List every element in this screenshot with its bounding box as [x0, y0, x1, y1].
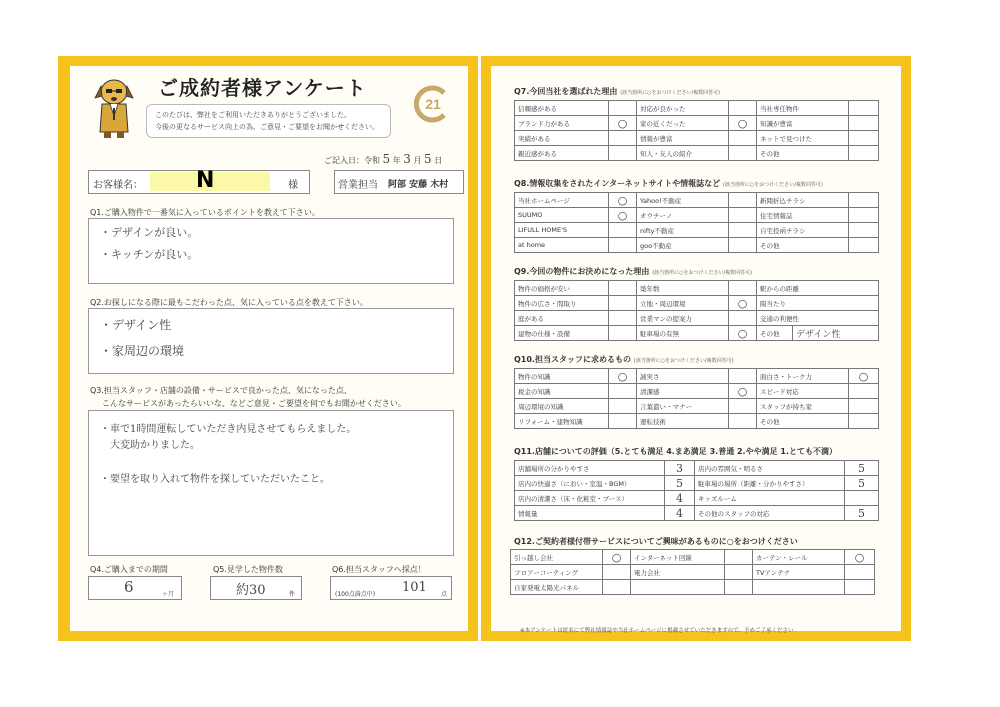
q5-value: 約30	[236, 583, 266, 598]
q10-title-text: Q10.担当スタッフに求めるもの	[514, 355, 631, 364]
q7-mark: ○	[609, 116, 637, 131]
q10-table	[514, 368, 879, 429]
table-row	[515, 116, 879, 131]
q8-cell: その他	[757, 238, 849, 253]
q7-mark	[849, 131, 879, 146]
q7-cell: 対応が良かった	[637, 101, 729, 116]
q12-cell: 電力会社	[631, 565, 725, 580]
q8-mark	[729, 193, 757, 208]
q7-cell: その他	[757, 146, 849, 161]
q7-cell: 親近感がある	[515, 146, 609, 161]
q11-title: Q11.店舗についての評価（5.とても満足 4.まあ満足 3.普通 2.やや満足 1.とても不満）	[514, 447, 837, 456]
q11-cell: 店舗場所の分かりやすさ	[515, 461, 665, 476]
q7-mark	[849, 116, 879, 131]
q9-cell: 立地・周辺環境	[637, 296, 729, 311]
q10-cell: 物件の知識	[515, 369, 609, 384]
table-row	[515, 461, 879, 476]
q10-cell: 誠実さ	[637, 369, 729, 384]
q2-label: Q2.お探しになる際に最もこだわった点、気に入っている点を教えて下さい。	[90, 298, 368, 307]
q7-mark	[849, 146, 879, 161]
q10-title	[514, 354, 734, 365]
table-row	[511, 580, 875, 595]
q8-title-text: Q8.情報収集をされたインターネットサイトや情報誌など	[514, 179, 721, 188]
table-row	[515, 476, 879, 491]
q10-cell: リフォーム・建物知識	[515, 414, 609, 429]
q6-value: 101	[402, 580, 427, 595]
q7-cell: 実績がある	[515, 131, 609, 146]
q10-note: (該当箇所に○をおつけください/複数回答可)	[633, 358, 734, 364]
q9-cell: 駐車場の有無	[637, 326, 729, 341]
table-row	[515, 223, 879, 238]
q8-mark	[609, 238, 637, 253]
table-row	[511, 565, 875, 580]
q11-score: 5	[845, 461, 879, 476]
q9-mark	[609, 281, 637, 296]
staff-label: 営業担当	[338, 180, 378, 191]
q12-mark	[725, 580, 753, 595]
q7-table	[514, 100, 879, 161]
table-row	[515, 414, 879, 429]
q10-mark	[729, 399, 757, 414]
q9-mark	[609, 296, 637, 311]
q9-cell: 物件の価格が安い	[515, 281, 609, 296]
q10-mark: ○	[729, 384, 757, 399]
customer-name: N	[196, 168, 215, 193]
q12-title: Q12.ご契約者様付帯サービスについてご興味があるものに○をおつけください	[514, 537, 798, 546]
q8-mark	[849, 223, 879, 238]
q8-cell: オウチーノ	[637, 208, 729, 223]
q12-mark	[845, 565, 875, 580]
q9-mark	[729, 311, 757, 326]
q6-unit: 点	[441, 591, 448, 598]
q12-mark: ○	[603, 550, 631, 565]
q10-mark	[609, 384, 637, 399]
q9-mark	[609, 326, 637, 341]
month-unit: 月	[413, 156, 422, 165]
table-row	[515, 101, 879, 116]
q12-cell	[753, 580, 845, 595]
q8-mark	[609, 223, 637, 238]
q9-mark: ○	[729, 326, 757, 341]
q11-cell: 店内の快適さ（におい・室温・BGM）	[515, 476, 665, 491]
date-day: 5	[424, 152, 432, 166]
q9-cell: 駅からの距離	[757, 281, 879, 296]
q12-cell: 引っ越し会社	[511, 550, 603, 565]
logo-number: 21	[425, 96, 441, 112]
intro-bubble	[146, 104, 391, 138]
q7-mark	[609, 101, 637, 116]
footer-note: ※本アンケートは匿名にて弊社情報誌や当社ホームページに掲載させていただきますので、予めご了承ください。	[520, 628, 800, 634]
table-row	[515, 491, 879, 506]
intro-line-1: このたびは、弊社をご利用いただきありがとうございました。	[155, 111, 351, 119]
q8-mark: ○	[609, 193, 637, 208]
q12-mark	[725, 550, 753, 565]
q8-mark	[729, 223, 757, 238]
q8-note: (該当箇所に○をおつけください/複数回答可)	[722, 182, 823, 188]
q8-title	[514, 178, 823, 189]
q11-score	[845, 491, 879, 506]
q7-mark	[609, 146, 637, 161]
q8-mark	[849, 238, 879, 253]
year-unit: 年	[392, 156, 401, 165]
date-row	[324, 152, 442, 166]
q11-cell: キッズルーム	[695, 491, 845, 506]
q3-label-line-2: こんなサービスがあったらいいな、などご意見・ご要望を何でもお聞かせください。	[102, 399, 406, 408]
q11-cell: 情報量	[515, 506, 665, 521]
q12-mark: ○	[845, 550, 875, 565]
table-row	[515, 238, 879, 253]
q11-score: 4	[665, 506, 695, 521]
q9-mark	[609, 311, 637, 326]
q8-cell: Yahoo!不動産	[637, 193, 729, 208]
q12-cell: 自家発電太陽光パネル	[511, 580, 603, 595]
q7-cell: 知識が豊富	[757, 116, 849, 131]
q10-mark	[729, 369, 757, 384]
q10-mark	[609, 414, 637, 429]
q3-answer-line-3: ・要望を取り入れて物件を探していただいたこと。	[100, 474, 330, 485]
q1-answer-line-2: ・キッチンが良い。	[100, 248, 199, 261]
table-row	[515, 146, 879, 161]
q9-cell: その他	[757, 326, 793, 341]
q10-mark	[609, 399, 637, 414]
q10-mark	[729, 414, 757, 429]
table-row	[515, 208, 879, 223]
q1-label: Q1.ご購入物件で一番気に入っているポイントを教えて下さい。	[90, 208, 320, 217]
survey-title: ご成約者様アンケート	[158, 76, 367, 100]
dog-mascot-icon	[92, 72, 136, 142]
date-label: ご記入日：令和	[324, 156, 380, 165]
q11-cell: 店内の清潔さ（床・化粧室・ブース）	[515, 491, 665, 506]
q9-cell: 建物の仕様・設備	[515, 326, 609, 341]
q5-unit: 件	[289, 591, 296, 598]
table-row	[515, 506, 879, 521]
q10-cell: 清潔感	[637, 384, 729, 399]
q6-note: (100点満点中)	[335, 591, 376, 598]
q10-mark	[849, 384, 879, 399]
q8-mark	[849, 208, 879, 223]
q11-score: 4	[665, 491, 695, 506]
date-year: 5	[382, 152, 391, 166]
q2-answer-line-1: ・デザイン性	[100, 318, 172, 332]
q7-mark: ○	[729, 116, 757, 131]
table-row	[515, 399, 879, 414]
q9-mark: ○	[729, 296, 757, 311]
table-row	[515, 281, 879, 296]
q7-cell: ブランド力がある	[515, 116, 609, 131]
q7-cell: 知人・友人の紹介	[637, 146, 729, 161]
day-unit: 日	[434, 156, 443, 165]
table-row	[515, 369, 879, 384]
staff-names: 阿部 安藤 木村	[388, 180, 449, 190]
q11-score: 5	[845, 506, 879, 521]
q9-cell: 営業マンの提案力	[637, 311, 729, 326]
table-row	[515, 311, 879, 326]
date-month: 3	[403, 152, 411, 166]
q7-cell: ネットで見つけた	[757, 131, 849, 146]
q7-mark	[849, 101, 879, 116]
q7-cell: 当社専任物件	[757, 101, 849, 116]
q8-mark	[729, 238, 757, 253]
q8-cell: 新聞折込チラシ	[757, 193, 849, 208]
q8-cell: 当社ホームページ	[515, 193, 609, 208]
q7-note: (該当箇所に○をおつけください/複数回答可)	[620, 90, 721, 96]
q10-cell: その他	[757, 414, 849, 429]
q10-mark	[849, 414, 879, 429]
q11-cell: 店内の雰囲気・明るさ	[695, 461, 845, 476]
q4-label: Q4.ご購入までの期間	[90, 565, 168, 574]
q7-mark	[729, 131, 757, 146]
q10-cell: スタッフが持ち家	[757, 399, 849, 414]
intro-line-2: 今後の更なるサービス向上の為、ご意見・ご要望をお聞かせください。	[155, 123, 379, 131]
q9-cell: 物件の広さ・間取り	[515, 296, 609, 311]
q10-cell: 税金の知識	[515, 384, 609, 399]
q10-mark: ○	[609, 369, 637, 384]
q10-mark: ○	[849, 369, 879, 384]
table-row	[515, 326, 879, 341]
q7-cell: 家の近くだった	[637, 116, 729, 131]
q12-mark	[603, 565, 631, 580]
q9-note: (該当箇所に○をおつけください/複数回答可)	[652, 270, 753, 276]
q8-table	[514, 192, 879, 253]
q7-cell: 信頼感がある	[515, 101, 609, 116]
q9-table	[514, 280, 879, 341]
table-row	[511, 550, 875, 565]
q7-mark	[729, 146, 757, 161]
q3-answer-line-1: ・車で1時間運転していただき内見させてもらえました。	[100, 424, 357, 435]
q11-cell: その他のスタッフの対応	[695, 506, 845, 521]
q12-cell	[631, 580, 725, 595]
q1-answer-line-1: ・デザインが良い。	[100, 226, 199, 239]
table-row	[515, 296, 879, 311]
q11-cell: 駐車場の場所（距離・分かりやすさ）	[695, 476, 845, 491]
q12-cell: インターネット回線	[631, 550, 725, 565]
q6-label: Q6.担当スタッフへ採点！	[332, 565, 426, 574]
q3-answer-line-2: 大変助かりました。	[110, 440, 200, 451]
q8-mark	[849, 193, 879, 208]
q10-cell: スピード対応	[757, 384, 849, 399]
q8-cell: 住宅情報誌	[757, 208, 849, 223]
table-row	[515, 131, 879, 146]
q9-mark	[729, 281, 757, 296]
q12-table	[510, 549, 875, 595]
customer-suffix: 様	[288, 180, 298, 191]
q7-mark	[729, 101, 757, 116]
q8-cell: goo不動産	[637, 238, 729, 253]
q12-mark	[725, 565, 753, 580]
q11-score: 5	[665, 476, 695, 491]
q9-cell: 陽当たり	[757, 296, 879, 311]
q10-cell: 周辺環境の知識	[515, 399, 609, 414]
customer-label: お客様名：	[93, 180, 143, 191]
q2-answer-line-2: ・家周辺の環境	[100, 344, 185, 358]
q11-score: 3	[665, 461, 695, 476]
q8-cell: LIFULL HOME'S	[515, 223, 609, 238]
q9-title-text: Q9.今回の物件にお決めになった理由	[514, 267, 650, 276]
q8-cell: SUUMO	[515, 208, 609, 223]
q10-cell: 面白さ・トーク力	[757, 369, 849, 384]
table-row	[515, 384, 879, 399]
q12-cell: カーテン・レール	[753, 550, 845, 565]
q8-mark	[729, 208, 757, 223]
century21-logo-icon	[412, 84, 452, 124]
q8-cell: nifty不動産	[637, 223, 729, 238]
q11-table	[514, 460, 879, 521]
q7-mark	[609, 131, 637, 146]
q12-mark	[845, 580, 875, 595]
q12-cell: TVアンテナ	[753, 565, 845, 580]
q4-value: 6	[124, 578, 134, 596]
q9-cell: 築年数	[637, 281, 729, 296]
q10-cell: 運転技術	[637, 414, 729, 429]
q8-mark: ○	[609, 208, 637, 223]
q9-cell: 庭がある	[515, 311, 609, 326]
q7-title-text: Q7.今回当社を選ばれた理由	[514, 87, 618, 96]
q10-mark	[849, 399, 879, 414]
q8-cell: at home	[515, 238, 609, 253]
q7-title	[514, 86, 720, 97]
q11-score: 5	[845, 476, 879, 491]
q10-cell: 言葉遣い・マナー	[637, 399, 729, 414]
q7-cell: 情報が豊富	[637, 131, 729, 146]
q3-label-line-1: Q3.担当スタッフ・店舗の設備・サービスで良かった点、気になった点、	[90, 386, 352, 395]
q9-cell: 交通の利便性	[757, 311, 879, 326]
q12-mark	[603, 580, 631, 595]
q12-cell: フロアーコーティング	[511, 565, 603, 580]
q9-title	[514, 266, 752, 277]
q8-cell: 自宅投函チラシ	[757, 223, 849, 238]
q5-label: Q5.見学した物件数	[213, 565, 283, 574]
q9-other-text: デザイン性	[793, 326, 879, 341]
table-row	[515, 193, 879, 208]
q4-unit: ヶ月	[162, 591, 175, 598]
